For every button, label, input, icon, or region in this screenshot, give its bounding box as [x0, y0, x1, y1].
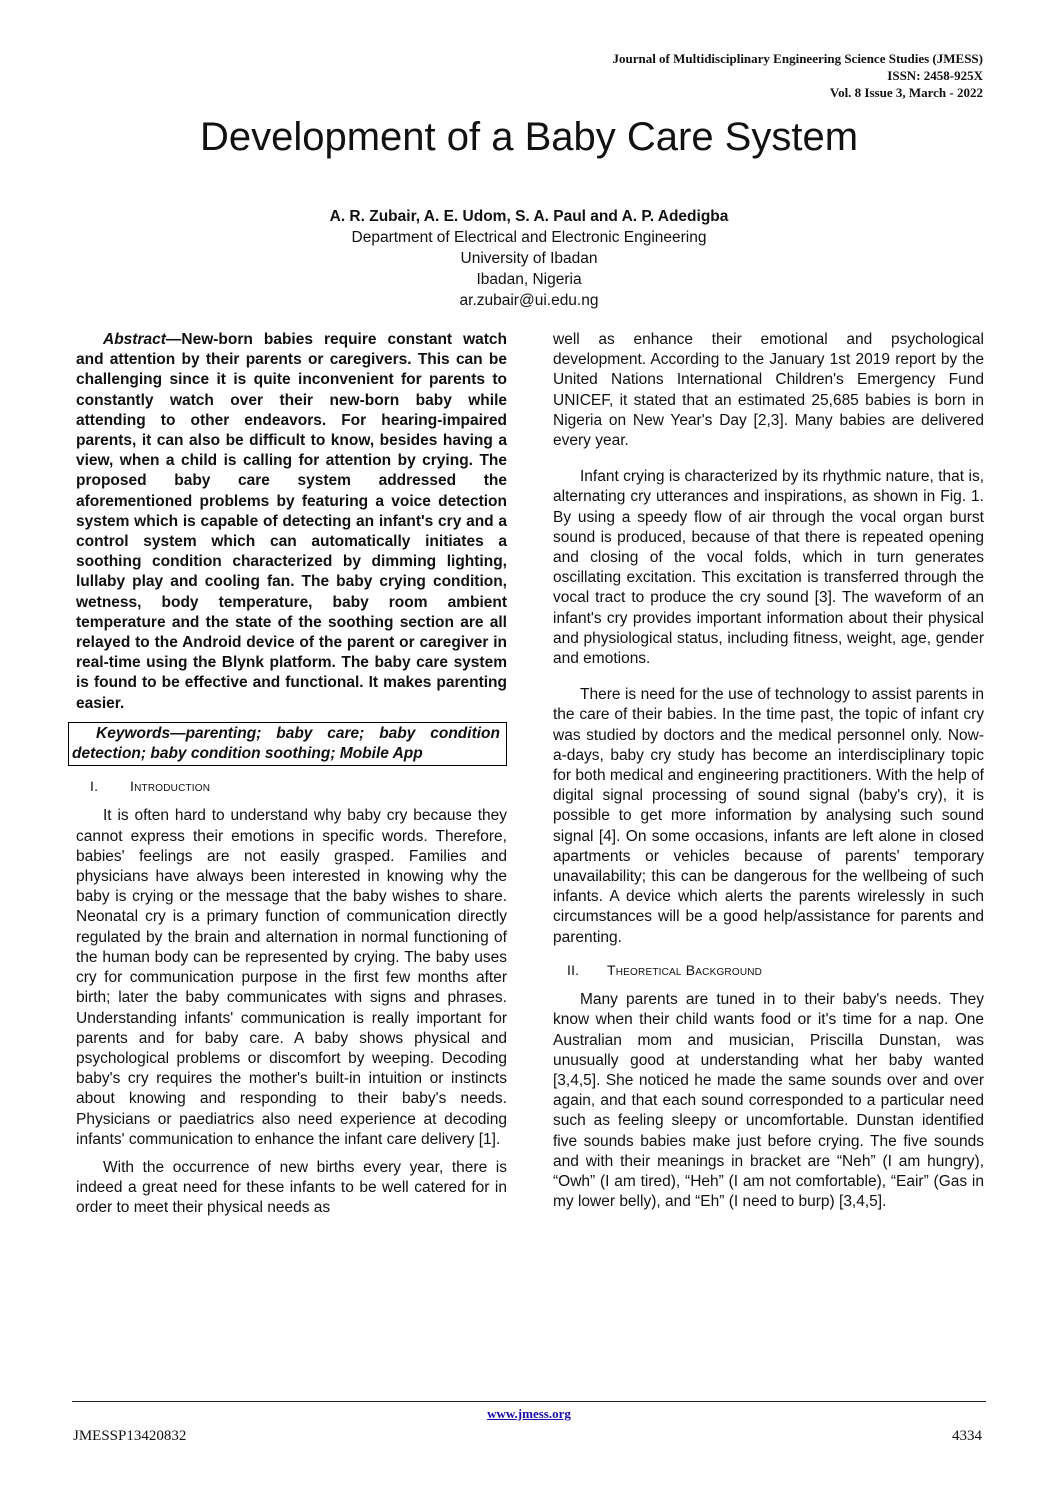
intro-paragraph-1: It is often hard to understand why baby cry because they cannot express their emotions in specific words. Therefore, babies' feelings are not easily grasped. Families and physicians have always been interested in knowing why the baby is crying or the message that the baby wishes to share. Neonatal cry is a primary function of communication directly regulated by the brain and alternation in normal functioning of the human body can be represented by crying. The baby uses cry for communication purpose in the first few months after birth; later the baby communicates with signs and phrases. Understanding infants' communication is really important for parents and for baby care. A baby shows physical and psychological problems or discomfort by weeping. Decoding baby's cry requires the mother's built-in intuition or instincts about knowing and responding to their baby's needs. Physicians or paediatrics also need experience at decoding infants' communication to enhance the infant care delivery [1]. [76, 807, 507, 1148]
author-department: Department of Electrical and Electronic Engineering [351, 229, 707, 246]
abstract [76, 330, 507, 714]
author-block [0, 206, 1058, 311]
section-heading-introduction [76, 776, 507, 796]
section-title: Theoretical Background [607, 961, 763, 978]
intro-paragraph-2: With the occurrence of new births every year, there is indeed a great need for these infants to be well catered for in order to meet their physical needs as [76, 1158, 507, 1217]
author-email[interactable]: ar.zubair@ui.edu.ng [459, 292, 599, 309]
section-title: Introduction [130, 778, 211, 795]
left-column [72, 330, 507, 1227]
section-heading-background [553, 960, 984, 980]
author-university: University of Ibadan [460, 250, 598, 267]
journal-issn: ISSN: 2458-925X [887, 68, 983, 83]
page-number: 4334 [952, 1428, 982, 1444]
section-number: I. [90, 778, 99, 795]
background-paragraph-1: Many parents are tuned in to their baby's needs. They know when their child wants food or it's time for a nap. One Australian mom and musician, Priscilla Dunstan, was unusually good at understanding what her baby wanted [3,4,5]. She noticed he made the same sounds over and over again, and that each sound corresponded to a particular need such as feeling sleepy or uncomfortable. Dunstan identified five sounds babies make just before crying. The five sounds and with their meanings in bracket are “Neh” (I am hungry), “Owh” (I am tired), “Heh” (I am not comfortable), “Eair” (Gas in my lower belly), and “Eh” (I need to burp) [3,4,5]. [553, 991, 984, 1211]
journal-volume: Vol. 8 Issue 3, March - 2022 [829, 85, 983, 100]
footer-paper-id: JMESSP13420832 [73, 1428, 187, 1444]
paper-title: Development of a Baby Care System [199, 115, 859, 159]
footer-link[interactable]: www.jmess.org [487, 1406, 571, 1421]
intro-paragraph-4: There is need for the use of technology to assist parents in the care of their babies. In the time past, the topic of infant cry was studied by doctors and the medical personnel only. Now-a-days, baby cry study has become an interdisciplinary topic for both medical and engineering practitioners. With the help of digital signal processing of sound signal (baby's cry), it is possible to get more information by analysing such sound signal [4]. On some occasions, infants are left alone in closed apartments or vehicles because of parents' temporary unavailability; this can be dangerous for the wellbeing of such infants. A device which alerts the parents wirelessly in such circumstances will be a good help/assistance for parents and parenting. [553, 686, 984, 946]
journal-name: Journal of Multidisciplinary Engineering Science Studies (JMESS) [612, 51, 983, 66]
section-number: II. [567, 961, 580, 978]
keywords-box: Keywords—parenting; baby care; baby condition detection; baby condition soothing; Mobile App [68, 722, 507, 766]
abstract-label: Abstract [103, 331, 166, 348]
intro-paragraph-2-continued: well as enhance their emotional and psychological development. According to the January 1st 2019 report by the United Nations International Children's Emergency Fund UNICEF, it stated that an estimated 25,685 babies is born in Nigeria on New Year's Day [2,3]. Many babies are delivered every year. [553, 331, 984, 450]
author-location: Ibadan, Nigeria [476, 271, 582, 288]
journal-header [612, 50, 983, 101]
intro-paragraph-3: Infant crying is characterized by its rhythmic nature, that is, alternating cry utterances and inspirations, as shown in Fig. 1. By using a speedy flow of air through the vocal organ burst sound is produced, because of that there is repeated opening and closing of the vocal folds, which in turn generates oscillating excitation. This excitation is transferred through the vocal tract to produce the cry sound [3]. The waveform of an infant's cry provides important information about their physical and physiological status, including fitness, weight, age, gender and emotions. [553, 468, 984, 668]
author-names: A. R. Zubair, A. E. Udom, S. A. Paul and A. P. Adedigba [329, 208, 729, 225]
footer-rule [72, 1401, 986, 1402]
abstract-text: —New-born babies require constant watch and attention by their parents or caregivers. This can be challenging since it is quite inconvenient for parents to constantly watch over their new-born baby while attending to other endeavors. For hearing-impaired parents, it can also be difficult to know, besides having a view, when a child is calling for attention by crying. The proposed baby care system addressed the aforementioned problems by featuring a voice detection system which is capable of detecting an infant's cry and a control system which can automatically initiates a soothing condition characterized by dimming lighting, lullaby play and cooling fan. The baby crying condition, wetness, body temperature, baby room ambient temperature and the state of the soothing section are all relayed to the Android device of the parent or caregiver in real-time using the Blynk platform. The baby care system is found to be effective and functional. It makes parenting easier. [76, 331, 507, 712]
right-column [553, 330, 984, 1220]
